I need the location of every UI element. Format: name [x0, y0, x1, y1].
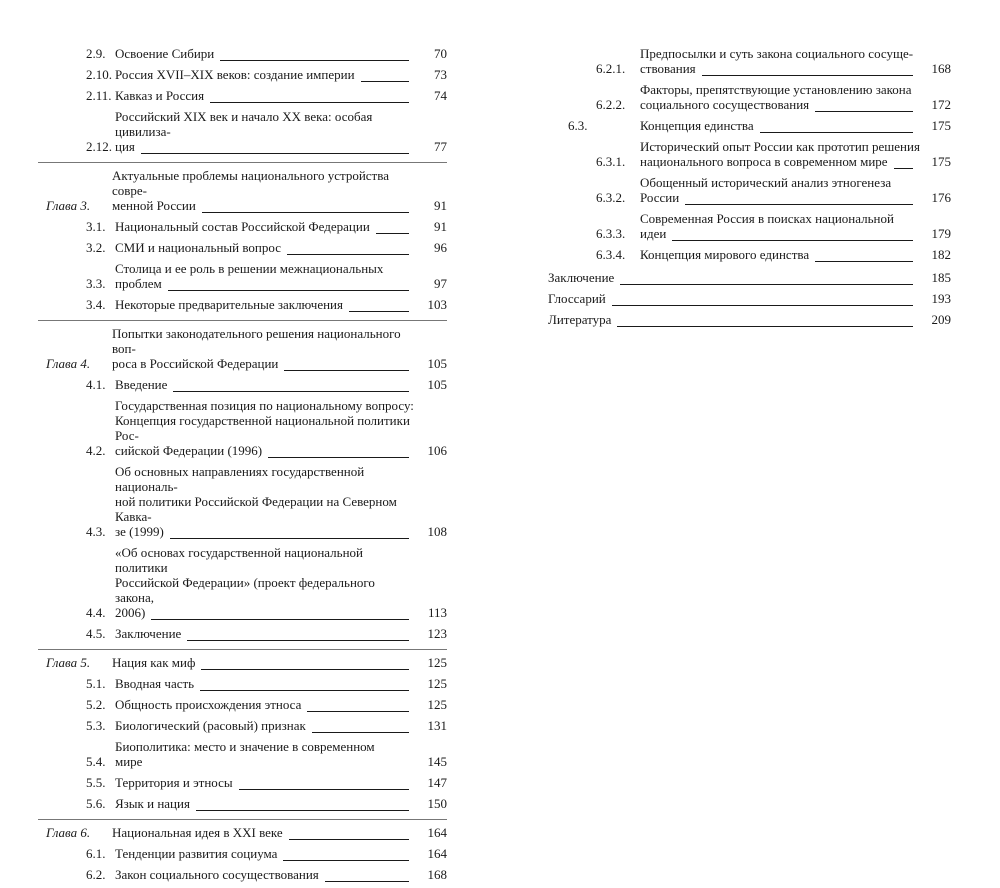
toc-entry-title: [112, 326, 417, 371]
toc-entry: [46, 464, 447, 539]
toc-title-line: Национальная идея в XXI веке: [112, 825, 283, 840]
toc-entry-title: [115, 109, 417, 154]
toc-entry-number: 5.3.: [86, 718, 106, 733]
toc-entry: [46, 88, 447, 103]
toc-title-line: Некоторые предварительные заключения: [115, 297, 343, 312]
toc-entry-page: 105: [427, 356, 447, 371]
toc-entry-title: [548, 291, 921, 306]
toc-title-line: социального сосуществования: [640, 97, 810, 112]
toc-entry: [46, 775, 447, 790]
toc-entry-title: [115, 867, 417, 882]
toc-entry: [548, 46, 951, 76]
toc-title-line: Исторический опыт России как прототип решения: [640, 139, 920, 154]
toc-title-line: 2006): [115, 605, 146, 620]
toc-entry: [46, 739, 447, 769]
leader-line: [168, 279, 409, 291]
leader-line: [200, 679, 409, 691]
toc-title-line: Предпосылки и суть закона социального сосуще-: [640, 46, 914, 61]
toc-entry-number: 5.4.: [86, 754, 106, 769]
toc-title-line: ствования: [640, 61, 696, 76]
toc-title-line: Вводная часть: [115, 676, 195, 691]
toc-entry-number: 4.1.: [86, 377, 106, 392]
toc-entry: [548, 270, 951, 285]
toc-entry-number: 6.2.2.: [596, 97, 626, 112]
toc-entry-page: 168: [931, 61, 951, 76]
toc-title-line: Современная Россия в поисках национальной: [640, 211, 894, 226]
toc-entry: [46, 545, 447, 620]
toc-entry-page: 73: [434, 67, 447, 82]
toc-entry: [548, 175, 951, 205]
toc-entry-page: 164: [427, 846, 447, 861]
toc-entry-number: 4.5.: [86, 626, 106, 641]
leader-line: [268, 446, 409, 458]
toc-title-line: Нация как миф: [112, 655, 196, 670]
toc-title-line: Глоссарий: [548, 291, 606, 306]
toc-title-line: Российский XIX век и начало XX века: особая цивилиза-: [115, 109, 373, 139]
toc-entry-number: 4.3.: [86, 524, 106, 539]
leader-line: [202, 201, 409, 213]
toc-entry: [46, 718, 447, 733]
toc-entry: [548, 139, 951, 169]
toc-entry-page: 145: [427, 754, 447, 769]
toc-entry-page: 125: [427, 676, 447, 691]
toc-title-line: Заключение: [115, 626, 182, 641]
toc-entry-title: [115, 88, 417, 103]
toc-entry: [548, 291, 951, 306]
toc-entry-number: 3.1.: [86, 219, 106, 234]
toc-entry-page: 91: [434, 198, 447, 213]
toc-entry-title: [115, 796, 417, 811]
leader-line: [617, 315, 913, 327]
leader-line: [620, 273, 913, 285]
toc-entry-number: Глава 3.: [46, 198, 91, 213]
toc-entry-title: [115, 261, 417, 291]
toc-entry-page: 113: [427, 605, 447, 620]
toc-title-line: роса в Российской Федерации: [112, 356, 279, 371]
toc-title-line: Россия XVII–XIX веков: создание империи: [115, 67, 355, 82]
toc-entry: [46, 846, 447, 861]
leader-line: [760, 121, 913, 133]
toc-entry-page: 91: [434, 219, 447, 234]
right-page: [500, 0, 1000, 712]
toc-entry: [38, 649, 447, 670]
toc-entry-page: 176: [931, 190, 951, 205]
toc-entry-title: [548, 270, 921, 285]
leader-line: [376, 222, 409, 234]
toc-title-line: Биополитика: место и значение в современном мире: [115, 739, 375, 769]
toc-entry-number: 5.5.: [86, 775, 106, 790]
toc-title-line: Попытки законодательного решения национального воп-: [112, 326, 401, 356]
leader-line: [151, 608, 409, 620]
toc-entry: [548, 312, 951, 327]
toc-entry-page: 108: [427, 524, 447, 539]
toc-entry-page: 125: [427, 697, 447, 712]
toc-entry-page: 97: [434, 276, 447, 291]
toc-title-line: Обощенный исторический анализ этногенеза: [640, 175, 892, 190]
toc-entry-page: 96: [434, 240, 447, 255]
toc-entry-page: 105: [427, 377, 447, 392]
toc-entry: [548, 211, 951, 241]
toc-title-line: Введение: [115, 377, 168, 392]
toc-title-line: Освоение Сибири: [115, 46, 215, 61]
toc-entry-title: [112, 825, 417, 840]
toc-entry-title: [115, 464, 417, 539]
toc-entry-page: 106: [427, 443, 447, 458]
toc-title-line: сийской Федерации (1996): [115, 443, 263, 458]
toc-title-line: СМИ и национальный вопрос: [115, 240, 281, 255]
toc-entry-title: [115, 398, 417, 458]
toc-entry-number: 6.3.4.: [596, 247, 626, 262]
toc-entry-number: Глава 6.: [46, 825, 91, 840]
leader-line: [325, 870, 409, 882]
toc-entry-page: 179: [931, 226, 951, 241]
toc-entry-title: [112, 655, 417, 670]
toc-entry-page: 168: [427, 867, 447, 882]
toc-entry: [46, 676, 447, 691]
toc-entry-number: Глава 5.: [46, 655, 91, 670]
toc-entry-page: 164: [427, 825, 447, 840]
leader-line: [170, 527, 409, 539]
leader-line: [361, 70, 409, 82]
toc-title-line: Концепция государственной национальной политики Рос-: [115, 413, 410, 443]
toc-title-line: Заключение: [548, 270, 615, 285]
toc-entry-page: 175: [931, 154, 951, 169]
leader-line: [287, 243, 409, 255]
toc-entry: [46, 398, 447, 458]
toc-entry-title: [115, 219, 417, 234]
toc-entry-title: [640, 175, 921, 205]
toc-entry-title: [115, 297, 417, 312]
toc-entry-number: 5.6.: [86, 796, 106, 811]
toc-entry-title: [115, 697, 417, 712]
toc-title-line: ной политики Российской Федерации на Северном Кавка-: [115, 494, 397, 524]
leader-line: [307, 700, 409, 712]
toc-entry-page: 123: [427, 626, 447, 641]
toc-entry: [548, 247, 951, 262]
toc-title-line: «Об основах государственной национальной политики: [115, 545, 364, 575]
toc-entry: [46, 261, 447, 291]
toc-entry-number: 6.2.: [86, 867, 106, 882]
toc-entry-page: 175: [931, 118, 951, 133]
toc-title-line: Национальный состав Российской Федерации: [115, 219, 370, 234]
leader-line: [612, 294, 913, 306]
leader-line: [312, 721, 409, 733]
toc-entry-page: 209: [931, 312, 951, 327]
toc-title-line: идеи: [640, 226, 667, 241]
toc-entry-title: [115, 739, 417, 769]
leader-line: [349, 300, 409, 312]
left-page: [0, 0, 500, 882]
toc-entry-page: 77: [434, 139, 447, 154]
toc-entry-page: 103: [427, 297, 447, 312]
toc-entry-number: 3.3.: [86, 276, 106, 291]
toc-entry: [46, 46, 447, 61]
toc-title-line: Актуальные проблемы национального устройства совре-: [112, 168, 389, 198]
toc-entry: [46, 377, 447, 392]
toc-entry-title: [640, 82, 921, 112]
toc-entry-page: 193: [931, 291, 951, 306]
toc-title-line: менной России: [112, 198, 196, 213]
toc-entry-title: [115, 46, 417, 61]
toc-entry-number: 6.3.1.: [596, 154, 626, 169]
toc-entry-number: 6.1.: [86, 846, 106, 861]
toc-entry-title: [548, 312, 921, 327]
toc-entry-number: 2.11.: [86, 88, 112, 103]
toc-entry-page: 74: [434, 88, 447, 103]
toc-entry-number: 3.4.: [86, 297, 106, 312]
toc-entry-number: 2.10.: [86, 67, 112, 82]
toc-title-line: Общность происхождения этноса: [115, 697, 302, 712]
toc-left: [46, 46, 447, 888]
toc-right: [548, 46, 951, 333]
leader-line: [141, 142, 409, 154]
leader-line: [283, 849, 409, 861]
leader-line: [685, 193, 913, 205]
toc-entry-title: [640, 211, 921, 241]
leader-line: [220, 49, 409, 61]
toc-entry-number: 2.9.: [86, 46, 106, 61]
toc-entry: [46, 219, 447, 234]
toc-title-line: Биологический (расовый) признак: [115, 718, 306, 733]
toc-title-line: Факторы, препятствующие установлению закона: [640, 82, 912, 97]
toc-title-line: Об основных направлениях государственной националь-: [115, 464, 365, 494]
leader-line: [201, 658, 409, 670]
toc-entry: [38, 819, 447, 840]
toc-title-line: Государственная позиция по национальному вопросу:: [115, 398, 414, 413]
toc-title-line: национального вопроса в современном мире: [640, 154, 888, 169]
toc-entry-number: 4.2.: [86, 443, 106, 458]
toc-title-line: Концепция мирового единства: [640, 247, 810, 262]
leader-line: [210, 91, 409, 103]
leader-line: [702, 64, 913, 76]
toc-entry-number: Глава 4.: [46, 356, 91, 371]
toc-entry: [46, 626, 447, 641]
toc-title-line: России: [640, 190, 680, 205]
toc-entry-page: 172: [931, 97, 951, 112]
leader-line: [815, 100, 913, 112]
toc-entry-title: [115, 240, 417, 255]
toc-title-line: Литература: [548, 312, 612, 327]
toc-entry: [46, 867, 447, 882]
toc-entry-page: 182: [931, 247, 951, 262]
toc-entry: [46, 109, 447, 154]
toc-entry-number: 6.3.3.: [596, 226, 626, 241]
toc-entry-title: [115, 718, 417, 733]
toc-entry-title: [640, 139, 921, 169]
toc-title-line: проблем: [115, 276, 162, 291]
leader-line: [173, 380, 409, 392]
toc-entry-number: 3.2.: [86, 240, 106, 255]
toc-title-line: Кавказ и Россия: [115, 88, 205, 103]
leader-line: [187, 629, 409, 641]
toc-entry-title: [640, 247, 921, 262]
toc-entry-title: [640, 118, 921, 133]
toc-entry: [46, 796, 447, 811]
leader-line: [815, 250, 913, 262]
toc-title-line: Российской Федерации» (проект федерального закона,: [115, 575, 375, 605]
toc-entry-number: 2.12.: [86, 139, 112, 154]
leader-line: [289, 828, 409, 840]
toc-entry-number: 4.4.: [86, 605, 106, 620]
leader-line: [239, 778, 409, 790]
toc-entry-title: [115, 545, 417, 620]
toc-entry-title: [640, 46, 921, 76]
toc-entry-title: [112, 168, 417, 213]
toc-title-line: Язык и нация: [115, 796, 190, 811]
toc-entry-title: [115, 846, 417, 861]
toc-title-line: Тенденции развития социума: [115, 846, 278, 861]
toc-entry-page: 70: [434, 46, 447, 61]
toc-entry: [38, 320, 447, 371]
toc-entry: [46, 240, 447, 255]
toc-entry-page: 147: [427, 775, 447, 790]
leader-line: [672, 229, 913, 241]
toc-entry-title: [115, 676, 417, 691]
toc-entry-title: [115, 775, 417, 790]
toc-entry-number: 6.3.: [568, 118, 588, 133]
leader-line: [196, 799, 409, 811]
leader-line: [894, 157, 913, 169]
toc-title-line: Закон социального сосуществования: [115, 867, 319, 882]
toc-entry-number: 5.2.: [86, 697, 106, 712]
toc-entry: [548, 118, 951, 133]
toc-title-line: Концепция единства: [640, 118, 754, 133]
toc-entry: [38, 162, 447, 213]
toc-title-line: зе (1999): [115, 524, 164, 539]
toc-entry: [46, 297, 447, 312]
toc-entry-number: 6.3.2.: [596, 190, 626, 205]
toc-entry: [46, 67, 447, 82]
toc-entry-page: 131: [427, 718, 447, 733]
toc-entry-title: [115, 626, 417, 641]
leader-line: [284, 359, 409, 371]
toc-entry: [548, 82, 951, 112]
toc-entry-number: 5.1.: [86, 676, 106, 691]
toc-entry-page: 125: [427, 655, 447, 670]
toc-title-line: Столица и ее роль в решении межнациональных: [115, 261, 384, 276]
toc-entry-page: 185: [931, 270, 951, 285]
toc-entry: [46, 697, 447, 712]
toc-title-line: ция: [115, 139, 135, 154]
toc-title-line: Территория и этносы: [115, 775, 233, 790]
toc-entry-title: [115, 67, 417, 82]
toc-entry-page: 150: [427, 796, 447, 811]
toc-entry-title: [115, 377, 417, 392]
toc-entry-number: 6.2.1.: [596, 61, 626, 76]
